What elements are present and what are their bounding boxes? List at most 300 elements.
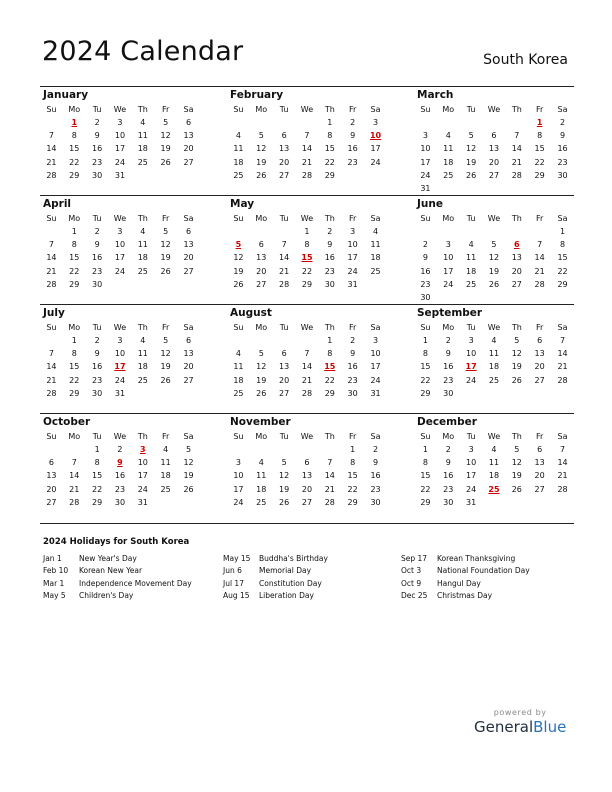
day-cell: 18 <box>233 375 244 385</box>
weekday-header: Su <box>420 105 431 114</box>
weekday-header: Sa <box>370 214 381 223</box>
holiday-name: Memorial Day <box>259 566 312 576</box>
day-cell: 22 <box>420 484 431 494</box>
weekday-header: Su <box>233 105 244 114</box>
month-august <box>227 307 387 413</box>
day-cell: 10 <box>466 458 477 468</box>
day-cell: 26 <box>488 279 500 289</box>
day-cell: 15 <box>92 471 103 481</box>
day-cell: 9 <box>372 458 379 468</box>
day-cell: 29 <box>301 279 313 289</box>
empty-cell <box>414 225 437 238</box>
weekday-header: Sa <box>370 323 381 332</box>
day-cell: 24 <box>137 484 148 494</box>
day-cell: 7 <box>48 131 54 141</box>
weekday-header: Fr <box>161 432 170 441</box>
empty-cell <box>551 182 574 195</box>
holiday-name: Hangul Day <box>437 578 481 588</box>
day-cell: 11 <box>233 362 244 372</box>
weekday-header: Fr <box>161 214 170 223</box>
day-cell: 18 <box>233 157 244 167</box>
day-cell: 2 <box>350 336 356 346</box>
day-cell: 25 <box>137 266 148 276</box>
day-cell: 13 <box>488 144 500 154</box>
holiday-date: Feb 10 <box>43 566 69 576</box>
day-cell: 20 <box>534 471 545 481</box>
holiday-date: Jun 6 <box>223 566 242 576</box>
month-march <box>414 89 574 195</box>
day-cell: 26 <box>279 497 290 507</box>
empty-cell <box>40 225 63 238</box>
day-cell: 25 <box>137 157 148 167</box>
day-cell: 19 <box>233 266 244 276</box>
day-cell: 28 <box>534 279 545 289</box>
day-cell: 30 <box>420 293 431 303</box>
empty-cell <box>437 225 460 238</box>
day-cell: 20 <box>183 362 194 372</box>
day-cell: 23 <box>347 375 358 385</box>
empty-cell <box>273 443 296 456</box>
divider <box>40 523 574 524</box>
month-july <box>40 307 200 413</box>
day-cell: 31 <box>347 279 358 289</box>
day-cell: 21 <box>69 484 80 494</box>
holiday-item <box>223 578 328 590</box>
empty-cell <box>437 182 460 195</box>
day-cell: 31 <box>420 184 431 194</box>
weekday-header: Fr <box>348 432 357 441</box>
day-cell: 5 <box>258 131 264 141</box>
day-cell: 8 <box>559 240 566 250</box>
weekday-header: Fr <box>535 105 544 114</box>
day-cell: 7 <box>559 445 566 455</box>
day-cell: 14 <box>534 253 545 263</box>
empty-cell <box>227 225 250 238</box>
day-cell: 8 <box>327 349 333 359</box>
weekday-header: Th <box>324 432 335 441</box>
weekday-header: Th <box>137 105 148 114</box>
day-cell: 16 <box>92 362 103 372</box>
day-cell: 27 <box>534 375 545 385</box>
powered-by-text: powered by <box>493 708 547 717</box>
day-cell: 16 <box>420 266 431 276</box>
day-cell: 10 <box>443 253 454 263</box>
holiday-item <box>401 565 530 577</box>
day-cell: 15 <box>534 144 545 154</box>
day-cell: 17 <box>370 144 381 154</box>
day-cell: 12 <box>488 253 500 263</box>
holiday-day-cell: 1 <box>536 118 543 128</box>
month-october <box>40 416 200 522</box>
empty-cell <box>460 225 483 238</box>
day-cell: 11 <box>488 349 500 359</box>
day-cell: 10 <box>420 144 431 154</box>
day-cell: 12 <box>279 471 290 481</box>
day-cell: 23 <box>324 266 335 276</box>
month-september <box>414 307 574 413</box>
day-cell: 12 <box>160 240 171 250</box>
day-cell: 5 <box>185 445 192 455</box>
day-cell: 19 <box>183 471 194 481</box>
weekday-header: Th <box>324 214 335 223</box>
day-cell: 15 <box>557 253 568 263</box>
day-cell: 27 <box>534 484 545 494</box>
day-cell: 16 <box>347 362 358 372</box>
day-cell: 9 <box>350 131 356 141</box>
day-cell: 2 <box>117 445 123 455</box>
weekday-header: We <box>300 432 314 441</box>
holiday-item <box>223 590 328 602</box>
day-cell: 24 <box>466 484 477 494</box>
day-cell: 6 <box>537 336 543 346</box>
weekday-header: Fr <box>348 105 357 114</box>
day-cell: 22 <box>324 375 335 385</box>
weekday-header: Sa <box>557 323 568 332</box>
day-cell: 28 <box>557 375 568 385</box>
day-cell: 21 <box>46 157 57 167</box>
brand-name <box>474 718 566 736</box>
day-cell: 3 <box>117 118 123 128</box>
day-cell: 26 <box>466 170 477 180</box>
weekday-header: Tu <box>466 214 476 223</box>
weekday-header: Sa <box>370 105 381 114</box>
day-cell: 18 <box>488 471 500 481</box>
weekday-header: Mo <box>68 214 81 223</box>
day-cell: 4 <box>140 118 146 128</box>
weekday-header: Sa <box>370 432 381 441</box>
weekday-header: Th <box>324 323 335 332</box>
weekday-header: Tu <box>92 214 102 223</box>
weekday-header: Su <box>46 105 57 114</box>
day-cell: 20 <box>279 375 290 385</box>
weekday-header: Sa <box>557 432 568 441</box>
day-cell: 7 <box>48 349 54 359</box>
weekday-header: Th <box>137 214 148 223</box>
month-name: December <box>417 416 477 428</box>
weekday-header: Tu <box>92 323 102 332</box>
day-cell: 17 <box>233 484 244 494</box>
day-cell: 27 <box>301 497 313 507</box>
day-cell: 26 <box>511 375 522 385</box>
holiday-name: Constitution Day <box>259 578 322 588</box>
day-cell: 31 <box>137 497 148 507</box>
weekday-header: Fr <box>535 214 544 223</box>
day-cell: 4 <box>491 445 497 455</box>
empty-cell <box>250 334 273 347</box>
day-cell: 4 <box>372 227 379 237</box>
day-cell: 24 <box>114 375 126 385</box>
day-cell: 10 <box>233 471 244 481</box>
empty-cell <box>551 291 574 304</box>
day-cell: 23 <box>443 484 454 494</box>
day-cell: 17 <box>420 157 431 167</box>
day-cell: 21 <box>511 157 522 167</box>
day-cell: 15 <box>347 471 358 481</box>
month-row <box>40 86 574 195</box>
empty-cell <box>505 225 528 238</box>
day-cell: 26 <box>160 157 171 167</box>
day-cell: 5 <box>491 240 497 250</box>
day-cell: 20 <box>256 266 267 276</box>
day-cell: 1 <box>422 336 428 346</box>
holiday-day-cell: 6 <box>514 240 520 250</box>
day-cell: 22 <box>324 157 335 167</box>
day-cell: 28 <box>301 170 313 180</box>
weekday-header: Su <box>46 214 57 223</box>
day-cell: 17 <box>347 253 358 263</box>
month-name: September <box>417 307 483 319</box>
day-cell: 31 <box>114 388 126 398</box>
day-cell: 4 <box>235 349 241 359</box>
day-cell: 8 <box>94 458 100 468</box>
empty-cell <box>460 387 483 400</box>
day-cell: 28 <box>557 484 568 494</box>
weekday-header: Tu <box>466 323 476 332</box>
weekday-header: Mo <box>68 323 81 332</box>
holiday-day-cell: 9 <box>117 458 123 468</box>
day-cell: 2 <box>94 118 100 128</box>
day-cell: 23 <box>370 484 381 494</box>
day-cell: 3 <box>372 336 379 346</box>
day-cell: 20 <box>488 157 500 167</box>
month-name: July <box>43 307 65 319</box>
empty-cell <box>177 387 200 400</box>
day-cell: 19 <box>256 375 267 385</box>
holiday-day-cell: 15 <box>324 362 336 372</box>
day-cell: 29 <box>534 170 545 180</box>
day-cell: 11 <box>256 471 267 481</box>
holiday-date: Oct 3 <box>401 566 422 576</box>
day-cell: 25 <box>370 266 381 276</box>
weekday-header: Th <box>137 432 148 441</box>
empty-cell <box>528 496 551 509</box>
day-cell: 28 <box>324 497 335 507</box>
month-name: May <box>230 198 255 210</box>
weekday-header: Mo <box>255 105 268 114</box>
day-cell: 2 <box>445 336 451 346</box>
day-cell: 4 <box>140 336 146 346</box>
day-cell: 19 <box>160 362 171 372</box>
holiday-date: Jul 17 <box>223 578 244 588</box>
empty-cell <box>460 182 483 195</box>
day-cell: 21 <box>324 484 335 494</box>
day-cell: 23 <box>92 375 103 385</box>
day-cell: 1 <box>559 227 566 237</box>
holiday-item <box>401 578 530 590</box>
day-cell: 3 <box>117 336 123 346</box>
day-cell: 19 <box>279 484 290 494</box>
weekday-header: Th <box>137 323 148 332</box>
day-cell: 27 <box>183 266 194 276</box>
day-cell: 21 <box>301 375 313 385</box>
empty-cell <box>296 116 319 129</box>
empty-cell <box>177 169 200 182</box>
month-february <box>227 89 387 195</box>
day-cell: 20 <box>183 253 194 263</box>
day-cell: 7 <box>559 336 566 346</box>
holiday-item <box>401 553 530 565</box>
weekday-header: Mo <box>442 105 455 114</box>
month-name: October <box>43 416 91 428</box>
holiday-day-cell: 5 <box>235 240 242 250</box>
day-cell: 7 <box>281 240 287 250</box>
holiday-item <box>223 553 328 565</box>
empty-cell <box>460 116 483 129</box>
weekday-header: We <box>113 432 127 441</box>
weekday-header: Su <box>420 214 431 223</box>
day-cell: 25 <box>137 375 148 385</box>
day-cell: 23 <box>92 157 103 167</box>
weekday-header: We <box>300 214 314 223</box>
day-cell: 17 <box>370 362 381 372</box>
day-cell: 7 <box>304 349 310 359</box>
holiday-day-cell: 25 <box>488 484 500 494</box>
day-cell: 28 <box>301 388 313 398</box>
holidays-title: 2024 Holidays for South Korea <box>43 537 190 547</box>
weekday-header: Tu <box>466 105 476 114</box>
empty-cell <box>40 334 63 347</box>
day-cell: 27 <box>46 497 57 507</box>
day-cell: 16 <box>114 471 126 481</box>
month-row <box>40 304 574 413</box>
day-cell: 1 <box>71 227 77 237</box>
holiday-item <box>43 578 192 590</box>
month-name: August <box>230 307 272 319</box>
day-cell: 21 <box>279 266 290 276</box>
brand-name-general: General <box>474 718 534 736</box>
day-cell: 6 <box>491 131 497 141</box>
weekday-header: Su <box>233 432 244 441</box>
weekday-header: Mo <box>255 432 268 441</box>
weekday-header: Tu <box>279 432 289 441</box>
day-cell: 20 <box>46 484 57 494</box>
empty-cell <box>250 116 273 129</box>
day-cell: 14 <box>557 458 568 468</box>
empty-cell <box>131 387 154 400</box>
day-cell: 30 <box>92 170 103 180</box>
day-cell: 3 <box>235 458 241 468</box>
empty-cell <box>227 443 250 456</box>
day-cell: 15 <box>69 253 80 263</box>
day-cell: 8 <box>327 131 333 141</box>
day-cell: 3 <box>117 227 123 237</box>
day-cell: 13 <box>279 144 290 154</box>
day-cell: 9 <box>350 349 356 359</box>
holiday-name: Independence Movement Day <box>79 578 192 588</box>
day-cell: 1 <box>71 336 77 346</box>
empty-cell <box>505 116 528 129</box>
day-cell: 28 <box>46 388 57 398</box>
empty-cell <box>250 443 273 456</box>
empty-cell <box>40 116 63 129</box>
day-cell: 13 <box>183 240 194 250</box>
day-cell: 26 <box>160 266 171 276</box>
weekday-header: Su <box>233 214 244 223</box>
day-cell: 10 <box>114 349 126 359</box>
brand-name-blue: Blue <box>533 718 567 736</box>
day-cell: 11 <box>160 458 171 468</box>
day-cell: 27 <box>511 279 522 289</box>
month-name: February <box>230 89 284 101</box>
day-cell: 22 <box>301 266 313 276</box>
day-cell: 12 <box>511 458 522 468</box>
empty-cell <box>227 334 250 347</box>
day-cell: 27 <box>183 157 194 167</box>
empty-cell <box>154 278 177 291</box>
holiday-column-1 <box>43 553 192 603</box>
day-cell: 10 <box>466 349 477 359</box>
day-cell: 8 <box>422 458 428 468</box>
day-cell: 7 <box>304 131 310 141</box>
day-cell: 5 <box>281 458 287 468</box>
weekday-header: Th <box>511 105 522 114</box>
month-name: April <box>43 198 72 210</box>
day-cell: 29 <box>69 170 80 180</box>
holiday-name: Children's Day <box>79 591 134 601</box>
day-cell: 30 <box>347 388 358 398</box>
empty-cell <box>528 225 551 238</box>
day-cell: 20 <box>534 362 545 372</box>
day-cell: 6 <box>281 131 287 141</box>
day-cell: 25 <box>488 375 500 385</box>
day-cell: 3 <box>350 227 356 237</box>
day-cell: 18 <box>160 471 171 481</box>
day-cell: 2 <box>372 445 379 455</box>
day-cell: 8 <box>71 131 77 141</box>
day-cell: 30 <box>92 388 103 398</box>
empty-cell <box>154 169 177 182</box>
day-cell: 28 <box>279 279 290 289</box>
weekday-header: Tu <box>279 323 289 332</box>
day-cell: 15 <box>69 144 80 154</box>
empty-cell <box>296 443 319 456</box>
day-cell: 13 <box>46 471 57 481</box>
day-cell: 4 <box>235 131 241 141</box>
holiday-day-cell: 10 <box>369 131 382 141</box>
day-cell: 8 <box>537 131 543 141</box>
day-cell: 9 <box>422 253 428 263</box>
day-cell: 30 <box>324 279 335 289</box>
empty-cell <box>154 496 177 509</box>
day-cell: 21 <box>46 375 57 385</box>
day-cell: 25 <box>233 170 244 180</box>
day-cell: 18 <box>137 253 148 263</box>
day-cell: 4 <box>140 227 146 237</box>
day-cell: 21 <box>301 157 313 167</box>
day-cell: 26 <box>256 388 267 398</box>
brand-logo[interactable] <box>474 708 566 736</box>
empty-cell <box>460 291 483 304</box>
day-cell: 14 <box>69 471 80 481</box>
day-cell: 16 <box>92 253 103 263</box>
day-cell: 1 <box>304 227 310 237</box>
day-cell: 14 <box>511 144 522 154</box>
day-cell: 11 <box>443 144 454 154</box>
day-cell: 29 <box>324 170 335 180</box>
holiday-day-cell: 3 <box>140 445 146 455</box>
day-cell: 16 <box>557 144 568 154</box>
empty-cell <box>528 387 551 400</box>
month-january <box>40 89 200 195</box>
day-cell: 23 <box>443 375 454 385</box>
weekday-header: We <box>487 432 501 441</box>
day-cell: 25 <box>256 497 267 507</box>
weekday-header: Mo <box>255 214 268 223</box>
day-cell: 14 <box>279 253 290 263</box>
empty-cell <box>483 496 506 509</box>
day-cell: 22 <box>69 157 80 167</box>
day-cell: 7 <box>327 458 333 468</box>
